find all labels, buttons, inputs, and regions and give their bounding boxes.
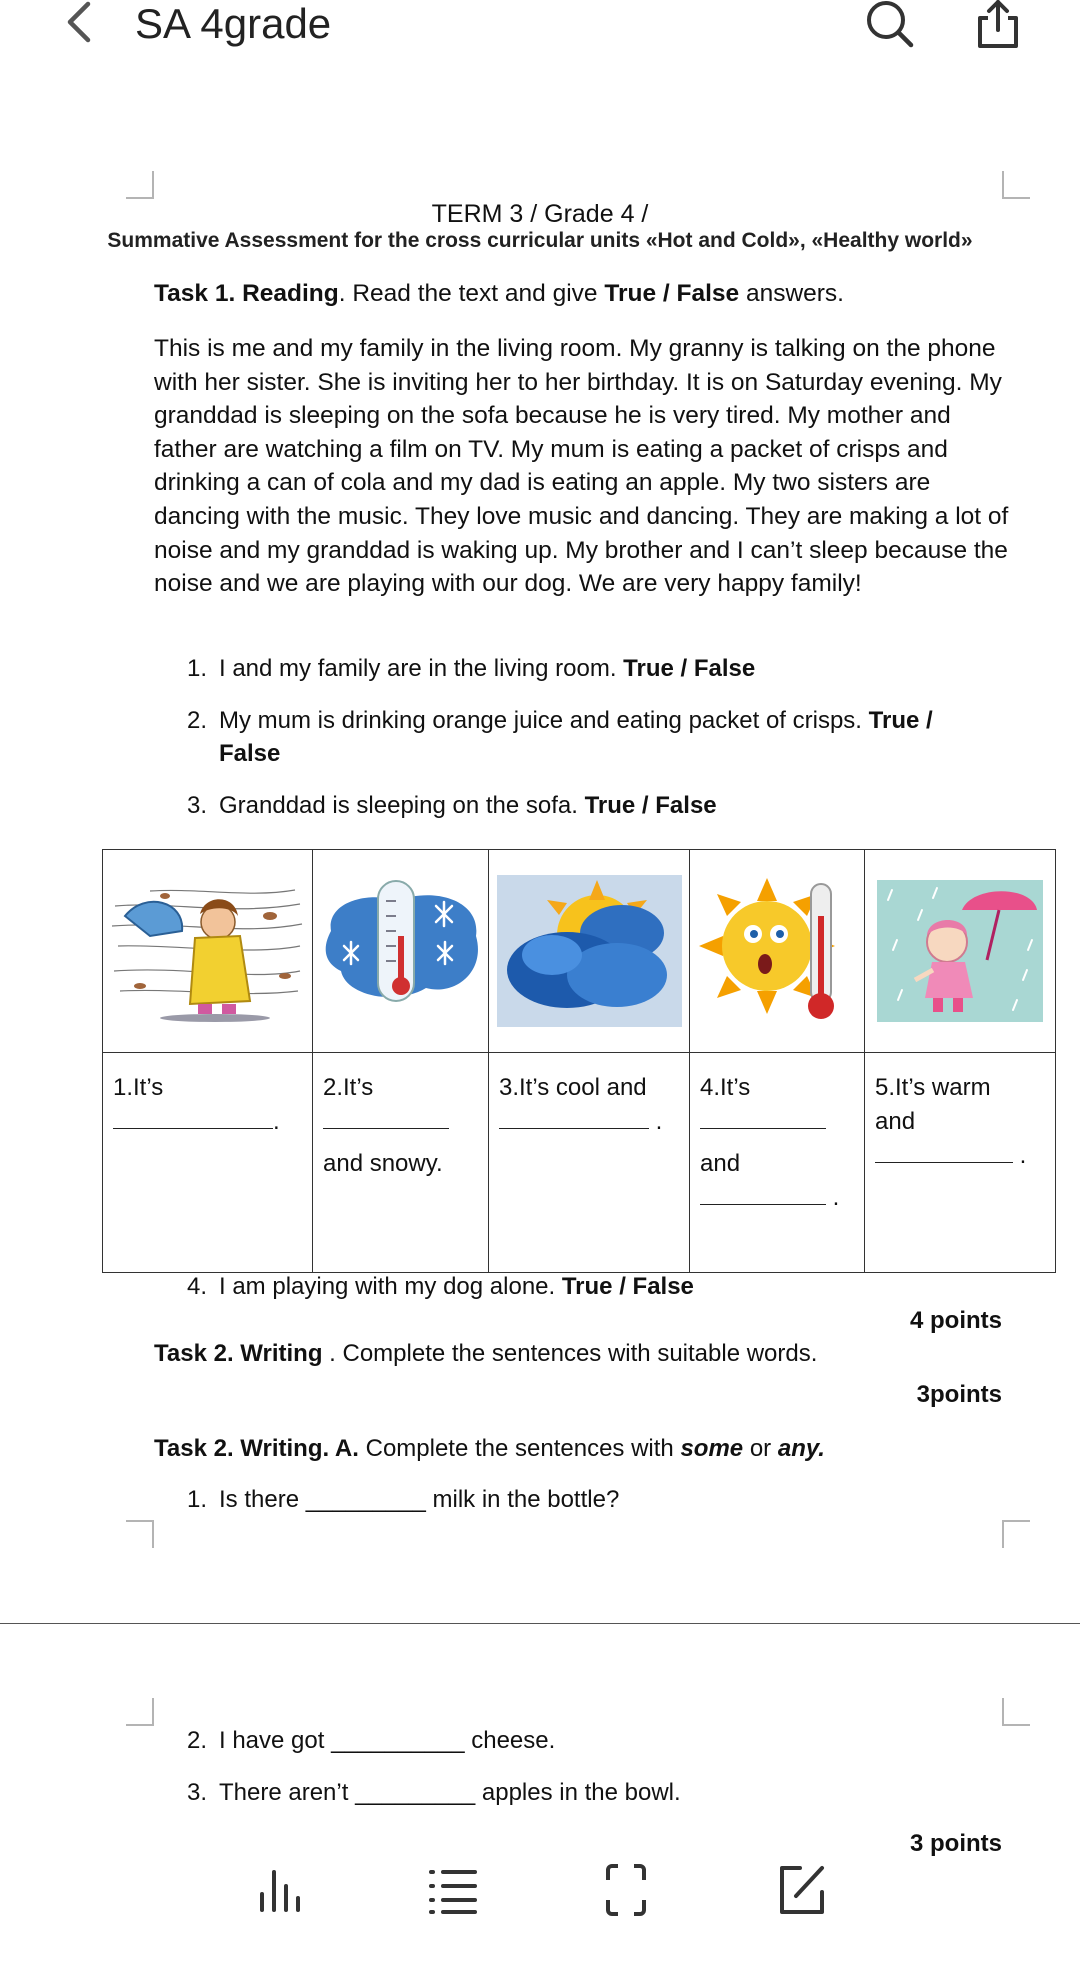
fill-before: I have got bbox=[219, 1727, 332, 1754]
answer-blank: . bbox=[875, 1139, 1045, 1173]
word-any: any. bbox=[777, 1435, 825, 1462]
task1-heading bbox=[154, 277, 844, 311]
task2-text: . Complete the sentences with suitable words. bbox=[322, 1340, 818, 1367]
chevron-left-icon bbox=[58, 0, 102, 48]
weather-sentence-start: 3.It’s cool and bbox=[499, 1074, 647, 1101]
true-false-label: True / bbox=[868, 707, 933, 734]
true-false-label: True / False bbox=[623, 655, 756, 682]
fill-after: milk in the bottle? bbox=[425, 1486, 620, 1513]
bar-chart-icon bbox=[250, 1858, 310, 1918]
task2-heading bbox=[154, 1337, 817, 1371]
question-statement: I am playing with my dog alone. bbox=[219, 1273, 562, 1300]
answer-blank bbox=[323, 1105, 478, 1139]
points-label: 3points bbox=[916, 1381, 1002, 1408]
crop-mark bbox=[1002, 1698, 1030, 1726]
fill-question-text bbox=[219, 1724, 1009, 1757]
fill-before: There aren’t bbox=[219, 1779, 356, 1806]
bottom-toolbar bbox=[0, 1858, 1080, 1962]
fill-blank: __________ bbox=[331, 1727, 465, 1754]
weather-sentence-start: 4.It’s bbox=[700, 1074, 751, 1101]
weather-sentence-start: 2.It’s bbox=[323, 1074, 374, 1101]
weather-cell bbox=[865, 850, 1056, 1053]
weather-sentence-cell bbox=[103, 1053, 313, 1273]
fit-page-button[interactable] bbox=[596, 1858, 656, 1918]
weather-cell bbox=[103, 850, 313, 1053]
search-icon bbox=[864, 0, 916, 50]
question-number: 2. bbox=[187, 1727, 208, 1754]
girl-with-umbrella-rain-picture bbox=[877, 880, 1043, 1022]
question-statement: Granddad is sleeping on the sofa. bbox=[219, 792, 585, 819]
crop-mark bbox=[126, 1520, 154, 1548]
weather-cell bbox=[690, 850, 865, 1053]
question-number: 3. bbox=[187, 1779, 208, 1806]
question-number: 4. bbox=[187, 1273, 208, 1300]
question-number: 1. bbox=[187, 655, 208, 682]
weather-sentence-cell bbox=[865, 1053, 1056, 1273]
points-label: 3 points bbox=[909, 1830, 1002, 1857]
task2a-label: Task 2. Writing. A. bbox=[154, 1435, 359, 1462]
weather-sentence-mid: and bbox=[875, 1108, 916, 1135]
fill-question-text bbox=[219, 1776, 1009, 1809]
fill-question-text bbox=[219, 1483, 1009, 1516]
share-icon bbox=[972, 0, 1024, 52]
fill-after: apples in the bowl. bbox=[475, 1779, 681, 1806]
question-text bbox=[219, 704, 1009, 770]
weather-cell bbox=[313, 850, 489, 1053]
fill-blank: _________ bbox=[305, 1486, 426, 1513]
edit-button[interactable] bbox=[770, 1858, 830, 1918]
task1-text-a: . Read the text and give bbox=[338, 280, 605, 307]
task1-label: Task 1. Reading bbox=[154, 280, 339, 307]
app-title: SA 4grade bbox=[135, 0, 332, 47]
task1-bold: True / False bbox=[604, 280, 740, 307]
weather-sentence-start: 5.It’s warm bbox=[875, 1074, 991, 1101]
list-icon bbox=[423, 1858, 483, 1918]
weather-sentence-cell bbox=[690, 1053, 865, 1273]
fill-after: cheese. bbox=[464, 1727, 556, 1754]
page-divider bbox=[0, 1623, 1080, 1624]
doc-subtitle: Summative Assessment for the cross curricular units «Hot and Cold», «Healthy world» bbox=[107, 229, 973, 252]
question-statement: My mum is drinking orange juice and eating packet of crisps. bbox=[219, 707, 869, 734]
crop-mark bbox=[126, 1698, 154, 1726]
question-number: 3. bbox=[187, 792, 208, 819]
true-false-label: True / False bbox=[561, 1273, 694, 1300]
answer-blank bbox=[700, 1105, 854, 1139]
edit-icon bbox=[770, 1858, 830, 1918]
weather-sentence-end: and bbox=[700, 1150, 741, 1177]
crop-mark bbox=[1002, 171, 1030, 199]
fullscreen-icon bbox=[596, 1858, 656, 1918]
answer-blank: . bbox=[700, 1181, 854, 1215]
share-button[interactable] bbox=[972, 0, 1024, 52]
answer-blank: . bbox=[499, 1105, 679, 1139]
search-button[interactable] bbox=[864, 0, 916, 50]
weather-sentence-cell bbox=[489, 1053, 690, 1273]
points-label: 4 points bbox=[909, 1307, 1002, 1334]
weather-sentence-end: and snowy. bbox=[323, 1150, 443, 1177]
question-number: 1. bbox=[187, 1486, 208, 1513]
cold-thermometer-snow-picture bbox=[316, 876, 486, 1026]
weather-table bbox=[102, 849, 1056, 1273]
app-bar bbox=[0, 0, 1080, 60]
question-number: 2. bbox=[187, 707, 208, 734]
answer-blank: . bbox=[113, 1105, 302, 1139]
reading-passage: This is me and my family in the living room. My granny is talking on the phone with her sister. She is inviting her to her birthday. It is on Saturday evening. My granddad is sleeping on the sofa because he is very tired. My mother and father are watching a film on TV. My mum is eating a packet of crisps and drinking a can of cola and my dad is eating an apple. My two sisters are dancing with the music. They love music and dancing. They are making a lot of noise and my granddad is waking up. My brother and I can’t sleep because the noise and we are playing with our dog. We are very happy family! bbox=[154, 335, 1009, 598]
task2a-text: Complete the sentences with bbox=[358, 1435, 681, 1462]
true-false-label: False bbox=[219, 740, 281, 767]
outline-button[interactable] bbox=[423, 1858, 483, 1918]
back-button[interactable] bbox=[58, 0, 102, 48]
question-text bbox=[219, 652, 1009, 685]
question-text bbox=[219, 789, 1009, 822]
windy-rain-picture bbox=[110, 876, 305, 1026]
true-false-label: True / False bbox=[584, 792, 717, 819]
weather-sentence-cell bbox=[313, 1053, 489, 1273]
weather-text-row bbox=[103, 1053, 1056, 1273]
word-some: some bbox=[680, 1435, 744, 1462]
stats-button[interactable] bbox=[250, 1858, 310, 1918]
question-statement: I and my family are in the living room. bbox=[219, 655, 624, 682]
task2a-heading bbox=[154, 1432, 825, 1466]
task1-text-b: answers. bbox=[739, 280, 844, 307]
crop-mark bbox=[126, 171, 154, 199]
fill-before: Is there bbox=[219, 1486, 306, 1513]
question-text bbox=[219, 1270, 1009, 1303]
weather-image-row bbox=[103, 850, 1056, 1053]
sun-behind-clouds-picture bbox=[497, 875, 682, 1027]
task2-label: Task 2. Writing bbox=[154, 1340, 323, 1367]
hot-sun-thermometer-picture bbox=[697, 876, 857, 1026]
weather-cell bbox=[489, 850, 690, 1053]
weather-sentence-start: 1.It’s bbox=[113, 1074, 164, 1101]
task2a-or: or bbox=[743, 1435, 778, 1462]
crop-mark bbox=[1002, 1520, 1030, 1548]
fill-blank: _________ bbox=[355, 1779, 476, 1806]
doc-title: TERM 3 / Grade 4 / bbox=[431, 200, 649, 228]
